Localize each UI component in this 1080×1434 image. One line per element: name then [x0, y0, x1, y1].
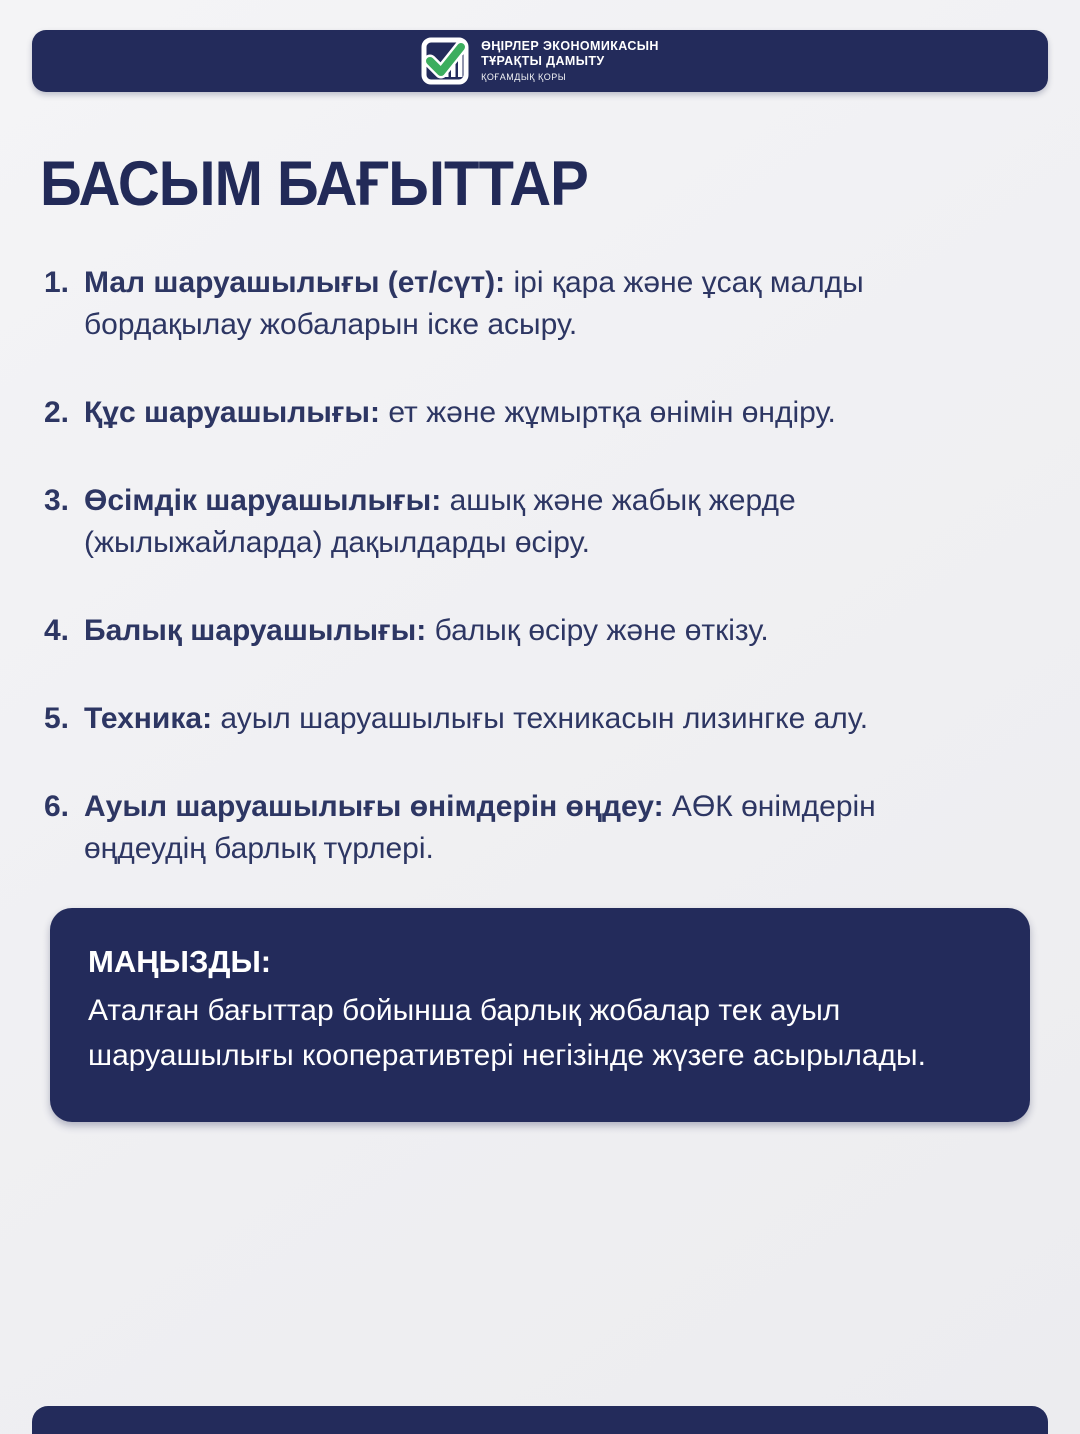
important-heading: МАҢЫЗДЫ: [88, 944, 272, 979]
org-name-line3: ҚОҒАМДЫҚ ҚОРЫ [481, 71, 567, 82]
org-name-line1: ӨҢІРЛЕР ЭКОНОМИКАСЫН [481, 38, 659, 53]
list-item-2 [44, 392, 1044, 434]
item-lead: Құс шаруашылығы: [84, 396, 381, 429]
item-text [84, 698, 868, 740]
item-text [84, 610, 769, 652]
important-body: Аталған бағыттар бойынша барлық жобалар тек ауыл шаруашылығы кооперативтері негізінде жүзеге асырылады. [88, 994, 926, 1072]
org-name [481, 39, 659, 84]
item-rest: ет және жұмыртқа өнімін өндіру. [380, 396, 836, 429]
footer-banner-partial [32, 1406, 1048, 1434]
item-text [84, 786, 969, 870]
item-number: 6. [44, 790, 70, 823]
item-lead: Өсімдік шаруашылығы: [84, 484, 442, 517]
item-number: 1. [44, 266, 70, 299]
item-rest: ірі қара және ұсақ малды бордақылау жобаларын іске асыру. [84, 266, 864, 341]
list-item-1 [44, 262, 1044, 346]
list-item-6 [44, 786, 1044, 870]
item-lead: Техника: [84, 702, 213, 735]
item-number: 3. [44, 484, 70, 517]
item-rest: АӨК өнімдерін өңдеудің барлық түрлері. [84, 790, 876, 865]
list-item-4 [44, 610, 1044, 652]
item-lead: Мал шаруашылығы (ет/сүт): [84, 266, 506, 299]
item-number: 2. [44, 396, 70, 429]
item-number: 5. [44, 702, 70, 735]
item-lead: Ауыл шаруашылығы өнімдерін өңдеу: [84, 790, 664, 823]
org-name-line2: ТҰРАҚТЫ ДАМЫТУ [481, 53, 605, 68]
list-item-3 [44, 480, 1044, 564]
header-banner [32, 30, 1048, 92]
item-text [84, 262, 969, 346]
item-rest: балық өсіру және өткізу. [426, 614, 769, 647]
item-rest: ауыл шаруашылығы техникасын лизингке алу. [212, 702, 869, 735]
item-text [84, 480, 969, 564]
item-lead: Балық шаруашылығы: [84, 614, 427, 647]
priority-list [44, 262, 1044, 916]
list-item-5 [44, 698, 1044, 740]
org-logo-icon [421, 37, 469, 85]
page-title: БАСЫМ БАҒЫТТАР [40, 149, 588, 220]
important-note-box [50, 908, 1030, 1122]
item-rest: ашық және жабық жерде (жылыжайларда) дақылдарды өсіру. [84, 484, 796, 559]
item-number: 4. [44, 614, 70, 647]
item-text [84, 392, 836, 434]
